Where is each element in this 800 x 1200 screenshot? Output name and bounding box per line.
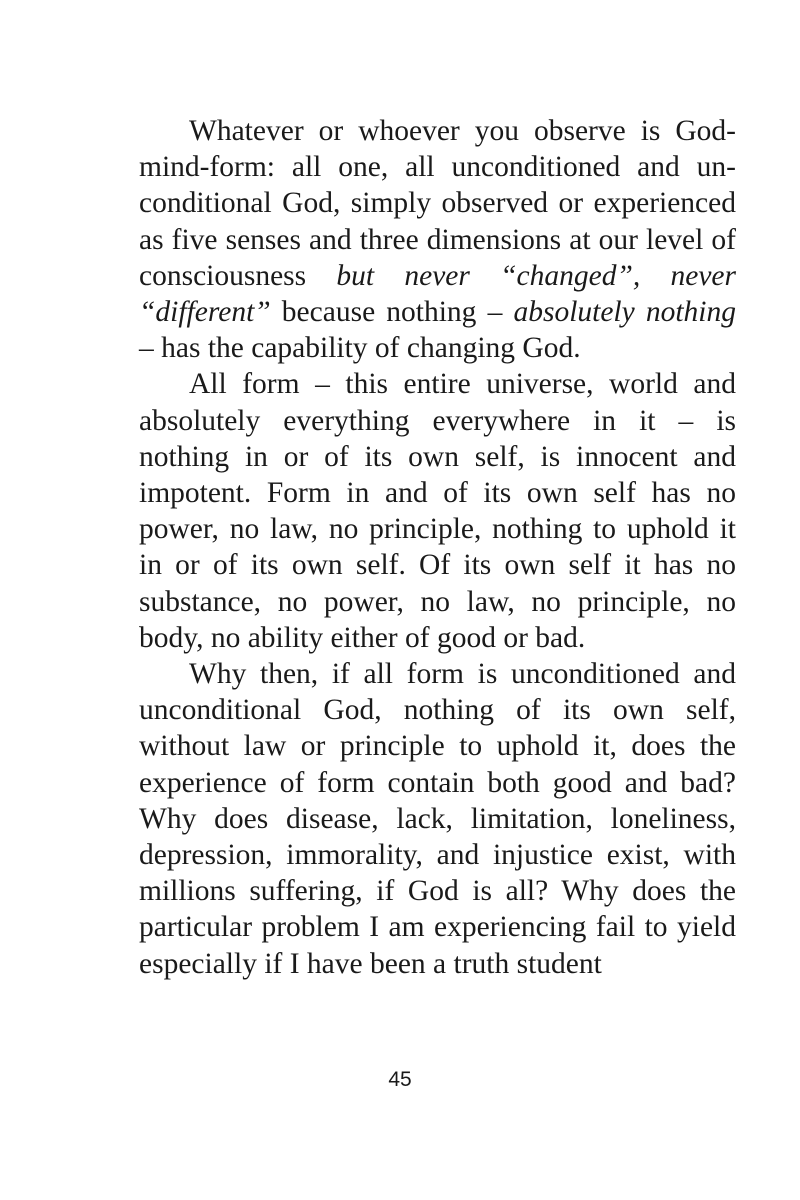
paragraph-1-italic-1: but never “changed”, never “different” <box>139 259 736 329</box>
paragraph-1-segment-1: Whatever or whoever you observe is God-mind-form: all one, all unconditioned and unconditional God, simply observed or experienced as five senses and three dimensions at our level of consciousness <box>139 115 736 292</box>
body-text <box>139 113 736 982</box>
paragraph-1-italic-2: absolutely nothing <box>513 296 737 329</box>
paragraph-2 <box>139 366 736 656</box>
paragraph-3-segment-1: Why then, if all form is unconditioned and unconditional God, nothing of its own self, without law or principle to uphold it, does the experience of form contain both good and bad? Why does disease, lack, limitation, loneliness, depression, immorality, and injustice exist, with millions suffering, if God is all? Why does the particular problem I am experiencing fail to yield especially if I have been a truth student <box>139 658 736 980</box>
paragraph-1 <box>139 113 736 366</box>
page-number: 45 <box>388 1068 412 1091</box>
paragraph-3 <box>139 656 736 982</box>
paragraph-1-segment-3: because nothing – <box>270 296 514 329</box>
paragraph-2-segment-1: All form – this entire universe, world and absolutely everything everywhere in it – is nothing in or of its own self, is innocent and impotent. Form in and of its own self has no power, no law, no principle, nothing to uphold it in or of its own self. Of its own self it has no substance, no power, no law, no principle, no body, no ability either of good or bad. <box>139 368 736 654</box>
paragraph-1-segment-5: – has the capability of changing God. <box>139 332 581 365</box>
